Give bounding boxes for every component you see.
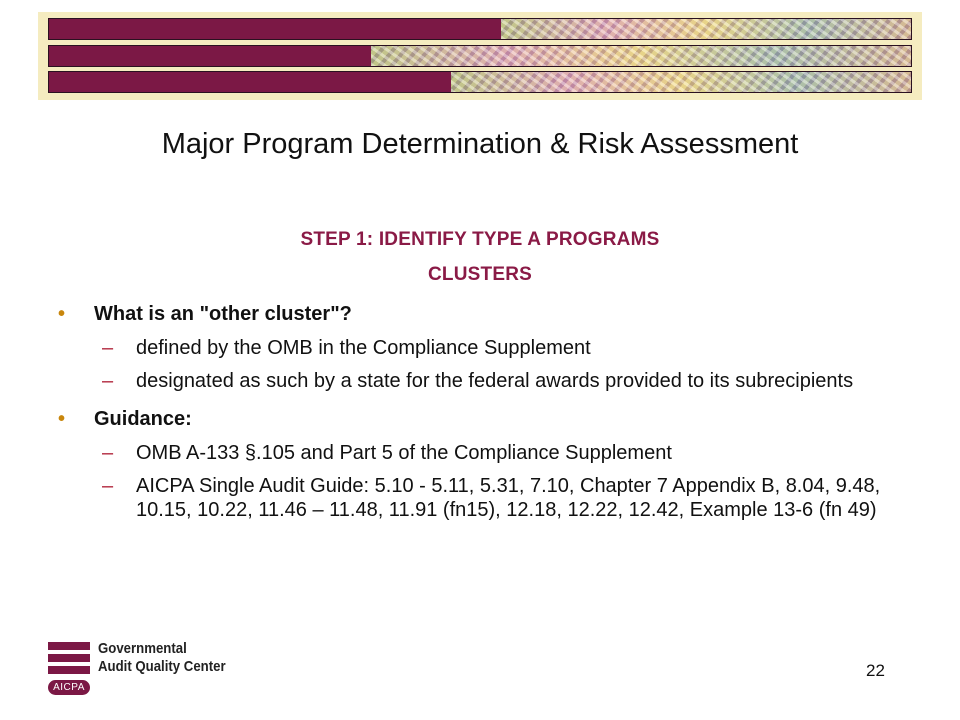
sub-item-text: AICPA Single Audit Guide: 5.10 - 5.11, 5.31, 7.10, Chapter 7 Appendix B, 8.04, 9.48, 10.15, 10.22, 11.46 – 11.48, 11.91 (fn15), 12.18, 12.22, 12.42, Example 13-6 (fn 49): [136, 475, 881, 521]
bullet-icon: •: [58, 303, 66, 325]
slide-title: Major Program Determination & Risk Assessment: [161, 128, 799, 160]
step-heading: STEP 1: IDENTIFY TYPE A PROGRAMS: [300, 229, 660, 250]
logo-line1: Governmental: [98, 640, 187, 657]
section-heading: CLUSTERS: [428, 264, 532, 285]
bullet-item: [58, 302, 908, 326]
sub-item-text: OMB A-133 §.105 and Part 5 of the Compliance Supplement: [136, 442, 672, 464]
sub-item: [58, 369, 908, 393]
bullet-icon: •: [58, 408, 66, 430]
page-number: 22: [866, 661, 885, 680]
banner-bar: [48, 71, 912, 93]
dash-icon: –: [102, 475, 114, 497]
dash-icon: –: [102, 370, 114, 392]
dash-icon: –: [102, 337, 114, 359]
aicpa-badge: AICPA: [48, 680, 90, 695]
decorative-banner: [38, 12, 922, 100]
bullet-item: [58, 407, 908, 431]
sub-item: [58, 336, 908, 360]
sub-item-text: designated as such by a state for the federal awards provided to its subrecipients: [136, 370, 854, 392]
slide-body: [58, 302, 908, 531]
bullet-text: What is an "other cluster"?: [94, 303, 352, 325]
sub-item: [58, 474, 908, 522]
sub-item-text: defined by the OMB in the Compliance Supplement: [136, 337, 591, 359]
banner-bar: [48, 45, 912, 67]
sub-item: [58, 441, 908, 465]
gaqc-logo: [48, 640, 278, 700]
logo-line2: Audit Quality Center: [98, 658, 226, 675]
dash-icon: –: [102, 442, 114, 464]
bullet-text: Guidance:: [94, 408, 192, 430]
banner-bar: [48, 18, 912, 40]
